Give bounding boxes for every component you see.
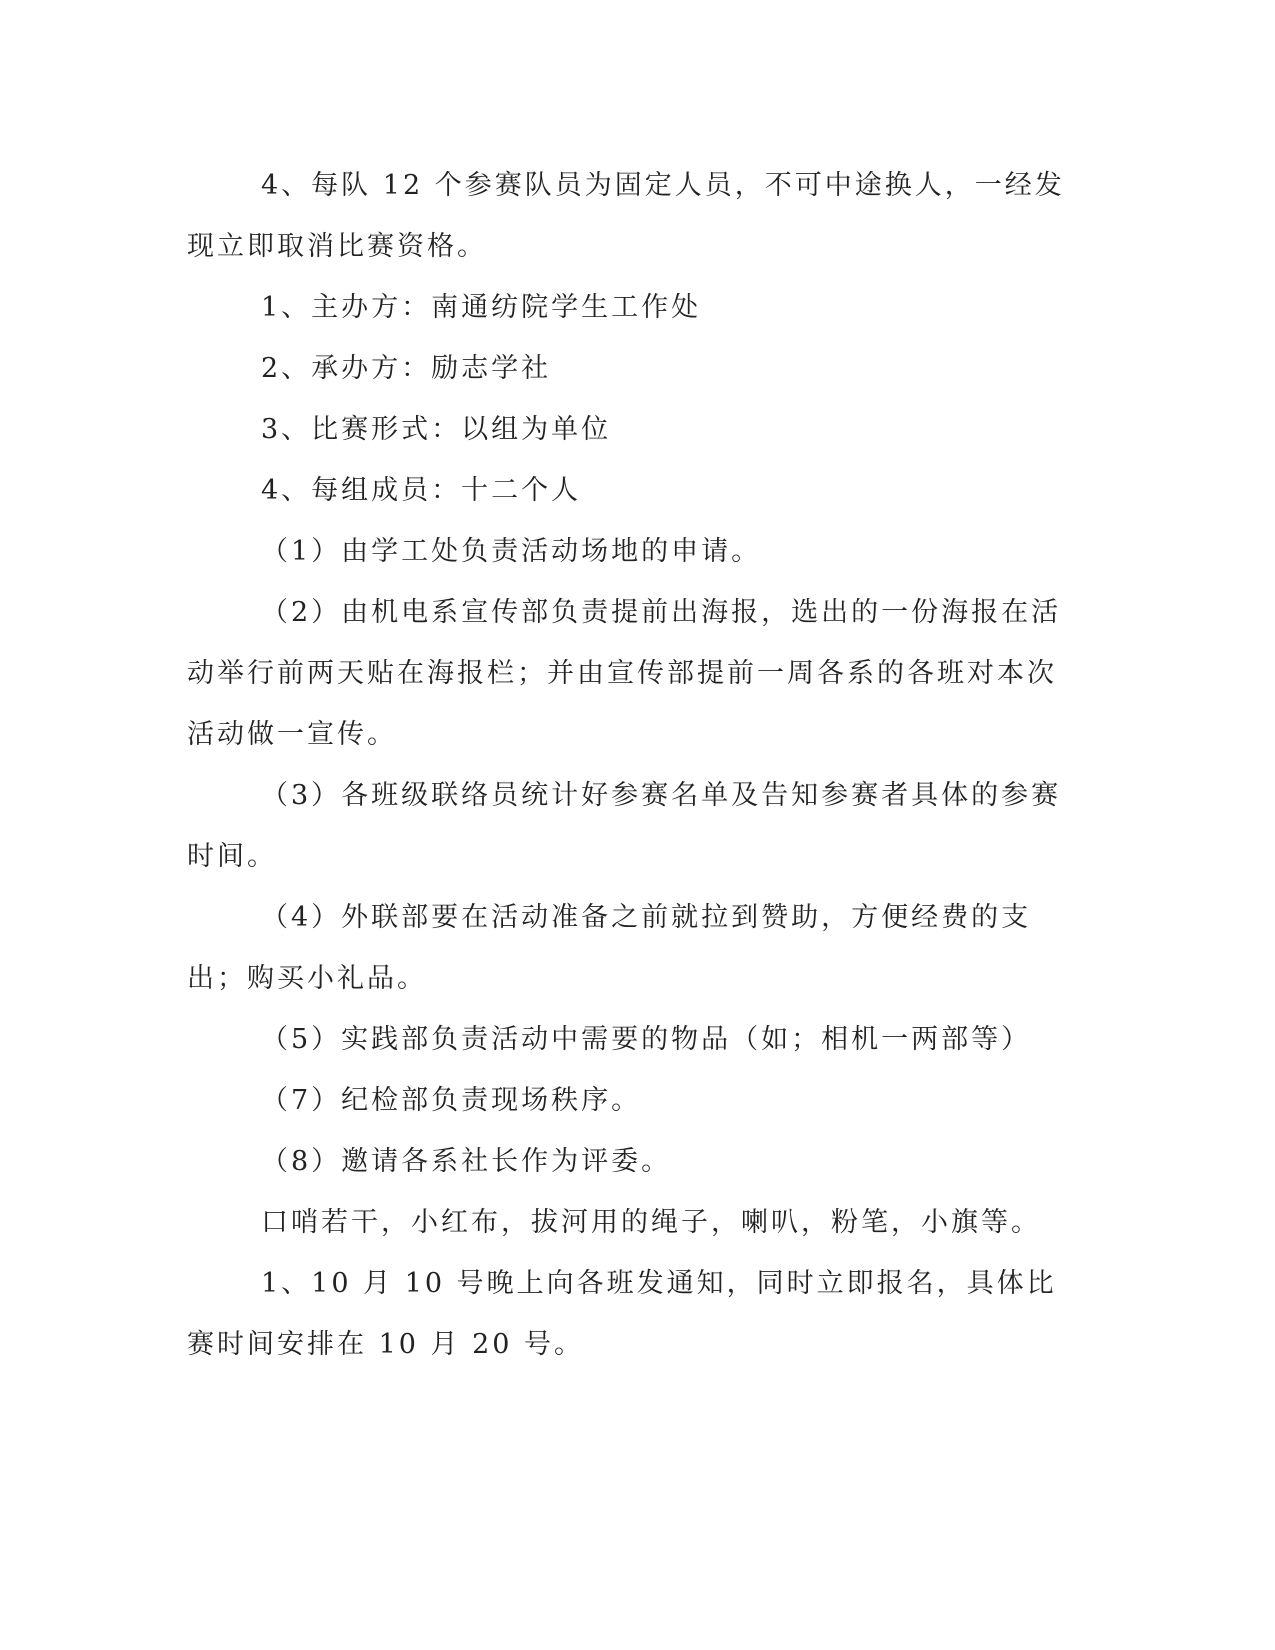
paragraph-task-7: （7）纪检部负责现场秩序。 bbox=[261, 1085, 642, 1116]
paragraph-co-organizer: 2、承办方：励志学社 bbox=[261, 353, 552, 384]
paragraph-task-2: （2）由机电系宣传部负责提前出海报，选出的一份海报在活动举行前两天贴在海报栏；并由宣传部提前一周各系的各班对本次活动做一宣传。 bbox=[187, 597, 1062, 750]
paragraph-task-4: （4）外联部要在活动准备之前就拉到赞助，方便经费的支出；购买小礼品。 bbox=[187, 902, 1032, 994]
paragraph-team-rule: 4、每队 12 个参赛队员为固定人员，不可中途换人，一经发现立即取消比赛资格。 bbox=[187, 170, 1065, 262]
paragraph-task-1: （1）由学工处负责活动场地的申请。 bbox=[261, 536, 762, 567]
paragraph-format: 3、比赛形式：以组为单位 bbox=[261, 414, 612, 445]
paragraph-materials: 口哨若干，小红布，拔河用的绳子，喇叭，粉笔，小旗等。 bbox=[261, 1207, 1041, 1238]
document-body bbox=[187, 155, 1067, 1375]
paragraph-members: 4、每组成员：十二个人 bbox=[261, 475, 582, 506]
paragraph-task-5: （5）实践部负责活动中需要的物品（如；相机一两部等） bbox=[261, 1024, 1032, 1055]
paragraph-organizer: 1、主办方：南通纺院学生工作处 bbox=[261, 292, 702, 323]
paragraph-task-8: （8）邀请各系社长作为评委。 bbox=[261, 1146, 672, 1177]
paragraph-task-3: （3）各班级联络员统计好参赛名单及告知参赛者具体的参赛时间。 bbox=[187, 780, 1062, 872]
paragraph-schedule: 1、10 月 10 号晚上向各班发通知，同时立即报名，具体比赛时间安排在 10 月 20 号。 bbox=[187, 1268, 1057, 1360]
